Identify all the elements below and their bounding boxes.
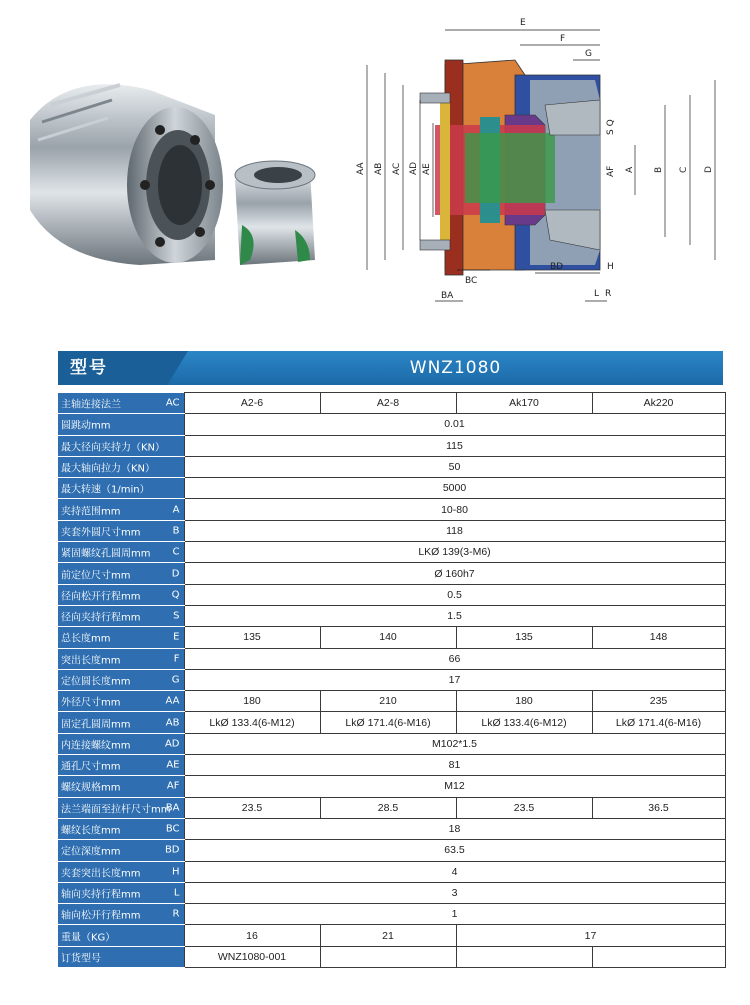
spec-code: AF bbox=[166, 780, 180, 792]
spec-value: 18 bbox=[184, 818, 725, 839]
spec-row bbox=[58, 456, 725, 477]
spec-value: A2-8 bbox=[320, 393, 456, 414]
spec-label-cell bbox=[58, 605, 184, 626]
collet-image bbox=[235, 161, 315, 265]
spec-name: 轴向松开行程mm bbox=[61, 910, 141, 922]
dim-label-F: F bbox=[560, 34, 566, 44]
dim-label-BD: BD bbox=[550, 262, 564, 272]
spec-value: Ak170 bbox=[456, 393, 592, 414]
spec-label-cell bbox=[58, 669, 184, 690]
spec-code: S bbox=[173, 610, 180, 622]
spec-value: 0.5 bbox=[184, 584, 725, 605]
dim-label-E: E bbox=[520, 18, 526, 28]
spec-label-cell bbox=[58, 456, 184, 477]
spec-row bbox=[58, 861, 725, 882]
spec-value: 66 bbox=[184, 648, 725, 669]
spec-value: 3 bbox=[184, 882, 725, 903]
spec-label-cell bbox=[58, 584, 184, 605]
spec-value: Ak220 bbox=[592, 393, 725, 414]
spec-value: 17 bbox=[456, 925, 725, 946]
dim-label-BA: BA bbox=[441, 291, 454, 301]
dim-label-B: B bbox=[654, 166, 664, 173]
spec-code: D bbox=[171, 568, 180, 580]
spec-row bbox=[58, 435, 725, 456]
spec-label-cell bbox=[58, 435, 184, 456]
spec-value: LkØ 171.4(6-M16) bbox=[320, 712, 456, 733]
spec-code: F bbox=[173, 653, 180, 665]
spec-name: 圆跳动mm bbox=[61, 420, 111, 432]
chuck-photo bbox=[10, 60, 340, 290]
spec-code: Q bbox=[171, 589, 180, 601]
spec-code: A bbox=[172, 504, 180, 516]
spec-value: 5000 bbox=[184, 478, 725, 499]
spec-code: L bbox=[173, 887, 180, 899]
spec-name: 通孔尺寸mm bbox=[61, 761, 121, 773]
spec-value: 115 bbox=[184, 435, 725, 456]
spec-label-cell bbox=[58, 925, 184, 946]
spec-value: 180 bbox=[184, 691, 320, 712]
spec-name: 前定位尺寸mm bbox=[61, 570, 131, 582]
spec-name: 螺纹长度mm bbox=[61, 825, 121, 837]
spec-value: 10-80 bbox=[184, 499, 725, 520]
spec-row bbox=[58, 904, 725, 925]
spec-value: 1.5 bbox=[184, 605, 725, 626]
spec-name: 紧固螺纹孔圆周mm bbox=[61, 548, 151, 560]
spec-name: 最大径向夹持力（KN） bbox=[61, 442, 166, 454]
spec-name: 总长度mm bbox=[61, 633, 111, 645]
spec-code: G bbox=[171, 674, 180, 686]
spec-row bbox=[58, 563, 725, 584]
spec-row bbox=[58, 925, 725, 946]
spec-value: LkØ 133.4(6-M12) bbox=[456, 712, 592, 733]
dim-label-BC: BC bbox=[465, 276, 478, 286]
spec-row bbox=[58, 648, 725, 669]
spec-value: WNZ1080-001 bbox=[184, 946, 320, 967]
spec-label-cell bbox=[58, 946, 184, 967]
spec-name: 法兰端面至拉杆尺寸mm bbox=[61, 804, 171, 816]
spec-code: E bbox=[173, 631, 180, 643]
spec-value: M102*1.5 bbox=[184, 733, 725, 754]
spec-code: H bbox=[171, 866, 180, 878]
spec-value: 135 bbox=[456, 627, 592, 648]
spec-label-cell bbox=[58, 733, 184, 754]
spec-row bbox=[58, 605, 725, 626]
dim-label-G: G bbox=[585, 49, 592, 59]
dim-label-AD: AD bbox=[409, 161, 419, 175]
spec-code: R bbox=[172, 908, 180, 920]
spec-name: 固定孔圆周mm bbox=[61, 719, 131, 731]
dim-label-H: H bbox=[607, 262, 614, 272]
dim-label-SQ: S Q bbox=[606, 119, 616, 135]
spec-name: 最大转速（1/min） bbox=[61, 484, 150, 496]
spec-value: LkØ 171.4(6-M16) bbox=[592, 712, 725, 733]
spec-code: AE bbox=[166, 759, 180, 771]
spec-code: AA bbox=[165, 695, 180, 707]
spec-row bbox=[58, 499, 725, 520]
spec-code: AB bbox=[165, 717, 180, 729]
spec-label-cell bbox=[58, 691, 184, 712]
spec-label-cell bbox=[58, 818, 184, 839]
dim-label-D: D bbox=[704, 166, 714, 173]
dim-label-AC: AC bbox=[392, 162, 402, 175]
spec-label-cell bbox=[58, 776, 184, 797]
spec-value: 23.5 bbox=[184, 797, 320, 818]
spec-value: Ø 160h7 bbox=[184, 563, 725, 584]
spec-row bbox=[58, 712, 725, 733]
spec-name: 夹持范围mm bbox=[61, 506, 121, 518]
spec-row bbox=[58, 755, 725, 776]
spec-label-cell bbox=[58, 520, 184, 541]
spec-value: 81 bbox=[184, 755, 725, 776]
spec-value: 21 bbox=[320, 925, 456, 946]
spec-label-cell bbox=[58, 882, 184, 903]
spec-row bbox=[58, 776, 725, 797]
spec-row bbox=[58, 542, 725, 563]
spec-name: 螺纹规格mm bbox=[61, 782, 121, 794]
spec-name: 径向夹持行程mm bbox=[61, 612, 141, 624]
chuck-body-image bbox=[30, 84, 223, 265]
spec-name: 外径尺寸mm bbox=[61, 697, 121, 709]
spec-row bbox=[58, 584, 725, 605]
spec-name: 径向松开行程mm bbox=[61, 591, 141, 603]
spec-label-cell bbox=[58, 797, 184, 818]
spec-label-cell bbox=[58, 478, 184, 499]
spec-label-cell bbox=[58, 755, 184, 776]
dim-label-AF: AF bbox=[606, 165, 616, 177]
spec-value: 148 bbox=[592, 627, 725, 648]
spec-value: 140 bbox=[320, 627, 456, 648]
spec-label-cell bbox=[58, 627, 184, 648]
cross-section-drawing bbox=[345, 5, 750, 325]
spec-value: 118 bbox=[184, 520, 725, 541]
spec-row bbox=[58, 414, 725, 435]
spec-value: LkØ 133.4(6-M12) bbox=[184, 712, 320, 733]
model-header bbox=[58, 351, 723, 385]
spec-row bbox=[58, 840, 725, 861]
spec-label-cell bbox=[58, 499, 184, 520]
spec-label-cell bbox=[58, 861, 184, 882]
spec-row bbox=[58, 393, 725, 414]
dim-label-C: C bbox=[679, 166, 689, 173]
spec-value: M12 bbox=[184, 776, 725, 797]
spec-row bbox=[58, 691, 725, 712]
spec-label-cell bbox=[58, 563, 184, 584]
spec-label-cell bbox=[58, 648, 184, 669]
dim-label-AE: AE bbox=[422, 163, 432, 175]
dim-label-R: R bbox=[605, 289, 612, 299]
spec-value: 4 bbox=[184, 861, 725, 882]
spec-row bbox=[58, 882, 725, 903]
spec-name: 夹套突出长度mm bbox=[61, 868, 141, 880]
spec-name: 最大轴向拉力（KN） bbox=[61, 463, 156, 475]
spec-row bbox=[58, 627, 725, 648]
spec-value: 36.5 bbox=[592, 797, 725, 818]
spec-value: 0.01 bbox=[184, 414, 725, 435]
spec-value: 180 bbox=[456, 691, 592, 712]
spec-value: 235 bbox=[592, 691, 725, 712]
spec-name: 主轴连接法兰 bbox=[61, 399, 121, 411]
spec-label-cell bbox=[58, 904, 184, 925]
spec-code: BA bbox=[165, 802, 180, 814]
spec-name: 夹套外圆尺寸mm bbox=[61, 527, 141, 539]
spec-label-cell bbox=[58, 542, 184, 563]
spec-name: 突出长度mm bbox=[61, 655, 121, 667]
spec-table bbox=[58, 392, 726, 968]
spec-value: 16 bbox=[184, 925, 320, 946]
spec-value: 23.5 bbox=[456, 797, 592, 818]
spec-value: 1 bbox=[184, 904, 725, 925]
spec-code: AD bbox=[164, 738, 180, 750]
dim-label-A: A bbox=[625, 166, 635, 173]
spec-value: 17 bbox=[184, 669, 725, 690]
spec-label-cell bbox=[58, 712, 184, 733]
spec-name: 定位圆长度mm bbox=[61, 676, 131, 688]
spec-name: 订货型号 bbox=[61, 953, 101, 965]
dim-label-AB: AB bbox=[374, 162, 384, 175]
spec-value: 50 bbox=[184, 456, 725, 477]
spec-code: AC bbox=[165, 397, 180, 409]
spec-code: B bbox=[172, 525, 180, 537]
spec-label-cell bbox=[58, 840, 184, 861]
spec-row bbox=[58, 946, 725, 967]
spec-label-cell bbox=[58, 393, 184, 414]
spec-value: 135 bbox=[184, 627, 320, 648]
spec-name: 重量（KG） bbox=[61, 932, 116, 944]
dim-label-L: L bbox=[594, 289, 600, 299]
spec-empty-cell bbox=[456, 946, 592, 967]
spec-row bbox=[58, 733, 725, 754]
spec-value: 63.5 bbox=[184, 840, 725, 861]
spec-row bbox=[58, 478, 725, 499]
spec-value: 28.5 bbox=[320, 797, 456, 818]
spec-row bbox=[58, 520, 725, 541]
spec-name: 轴向夹持行程mm bbox=[61, 889, 141, 901]
spec-value: LKØ 139(3-M6) bbox=[184, 542, 725, 563]
spec-code: BC bbox=[165, 823, 180, 835]
spec-row bbox=[58, 669, 725, 690]
spec-empty-cell bbox=[320, 946, 456, 967]
spec-label-cell bbox=[58, 414, 184, 435]
spec-empty-cell bbox=[592, 946, 725, 967]
spec-name: 内连接螺纹mm bbox=[61, 740, 131, 752]
dim-label-AA: AA bbox=[356, 162, 366, 175]
spec-code: C bbox=[172, 546, 180, 558]
spec-value: 210 bbox=[320, 691, 456, 712]
model-label: 型号 bbox=[70, 358, 108, 378]
model-value: WNZ1080 bbox=[409, 358, 502, 378]
spec-row bbox=[58, 818, 725, 839]
product-illustration bbox=[0, 0, 750, 345]
spec-name: 定位深度mm bbox=[61, 846, 121, 858]
spec-code: BD bbox=[164, 844, 180, 856]
spec-value: A2-6 bbox=[184, 393, 320, 414]
spec-row bbox=[58, 797, 725, 818]
